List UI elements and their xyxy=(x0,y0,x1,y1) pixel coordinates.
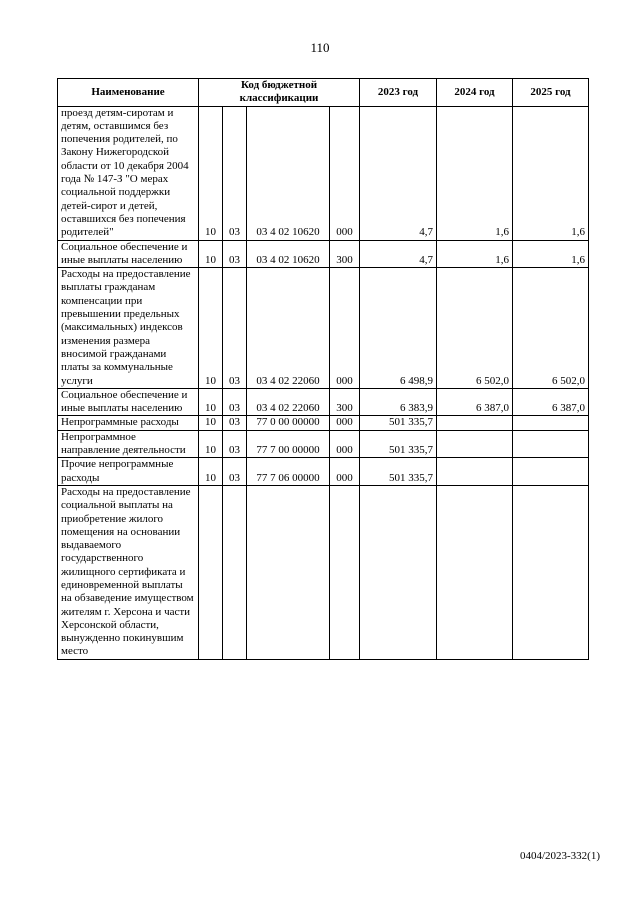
row-2025 xyxy=(513,458,589,486)
row-csr: 77 7 00 00000 xyxy=(247,430,330,458)
row-2025: 1,6 xyxy=(513,240,589,268)
row-vr: 000 xyxy=(330,458,360,486)
row-vr: 000 xyxy=(330,106,360,240)
row-pr: 03 xyxy=(223,268,247,389)
row-2023: 501 335,7 xyxy=(360,416,437,430)
row-2024 xyxy=(437,458,513,486)
row-rz: 10 xyxy=(199,240,223,268)
row-rz: 10 xyxy=(199,268,223,389)
row-rz: 10 xyxy=(199,458,223,486)
page-number: 110 xyxy=(310,40,330,55)
row-2025: 6 502,0 xyxy=(513,268,589,389)
header-code: Код бюджетной классификации xyxy=(199,79,360,107)
row-vr: 000 xyxy=(330,430,360,458)
row-vr: 300 xyxy=(330,240,360,268)
row-rz: 10 xyxy=(199,430,223,458)
row-2025: 6 387,0 xyxy=(513,388,589,416)
row-csr xyxy=(247,485,330,659)
row-2023: 4,7 xyxy=(360,240,437,268)
row-2024: 6 387,0 xyxy=(437,388,513,416)
row-2023: 501 335,7 xyxy=(360,430,437,458)
row-name: Социальное обеспечение и иные выплаты населению xyxy=(58,240,199,268)
row-2024 xyxy=(437,430,513,458)
row-2024: 1,6 xyxy=(437,240,513,268)
row-2024: 6 502,0 xyxy=(437,268,513,389)
row-pr: 03 xyxy=(223,458,247,486)
row-rz xyxy=(199,485,223,659)
row-2025 xyxy=(513,485,589,659)
table-row xyxy=(58,388,589,416)
row-2023: 4,7 xyxy=(360,106,437,240)
budget-table xyxy=(57,78,589,660)
row-name: Расходы на предоставление выплаты гражданам компенсации при превышении предельных (максимальных) индексов изменения размера вносимой гражданами платы за коммунальные услуги xyxy=(58,268,199,389)
row-pr: 03 xyxy=(223,388,247,416)
row-2025 xyxy=(513,430,589,458)
header-row xyxy=(58,79,589,107)
table-row xyxy=(58,485,589,659)
row-pr: 03 xyxy=(223,430,247,458)
table-row xyxy=(58,268,589,389)
row-rz: 10 xyxy=(199,106,223,240)
row-vr: 300 xyxy=(330,388,360,416)
row-vr: 000 xyxy=(330,268,360,389)
row-2024: 1,6 xyxy=(437,106,513,240)
row-vr: 000 xyxy=(330,416,360,430)
table-row xyxy=(58,240,589,268)
row-2023: 501 335,7 xyxy=(360,458,437,486)
row-pr xyxy=(223,485,247,659)
header-2025: 2025 год xyxy=(513,79,589,107)
row-name: проезд детям-сиротам и детям, оставшимся без попечения родителей, по Закону Нижегородской области от 10 декабря 2004 года № 147-З "О мерах социальной поддержки детей-сирот и детей, оставшихся без попечения родителей" xyxy=(58,106,199,240)
row-csr: 77 0 00 00000 xyxy=(247,416,330,430)
row-pr: 03 xyxy=(223,106,247,240)
row-csr: 03 4 02 10620 xyxy=(247,106,330,240)
row-name: Расходы на предоставление социальной выплаты на приобретение жилого помещения на основании выдаваемого государственного жилищного сертификата и единовременной выплаты на обзаведение имуществом жителям г. Херсона и части Херсонской области, вынужденно покинувшим место xyxy=(58,485,199,659)
table-row xyxy=(58,430,589,458)
row-2024 xyxy=(437,416,513,430)
row-csr: 77 7 06 00000 xyxy=(247,458,330,486)
row-name: Прочие непрограммные расходы xyxy=(58,458,199,486)
row-csr: 03 4 02 22060 xyxy=(247,268,330,389)
row-2025: 1,6 xyxy=(513,106,589,240)
row-name: Непрограммные расходы xyxy=(58,416,199,430)
row-2024 xyxy=(437,485,513,659)
row-name: Непрограммное направление деятельности xyxy=(58,430,199,458)
header-2023: 2023 год xyxy=(360,79,437,107)
row-2023: 6 498,9 xyxy=(360,268,437,389)
row-csr: 03 4 02 22060 xyxy=(247,388,330,416)
table-row xyxy=(58,416,589,430)
table-row xyxy=(58,106,589,240)
row-csr: 03 4 02 10620 xyxy=(247,240,330,268)
row-pr: 03 xyxy=(223,240,247,268)
header-2024: 2024 год xyxy=(437,79,513,107)
row-rz: 10 xyxy=(199,416,223,430)
row-pr: 03 xyxy=(223,416,247,430)
row-vr xyxy=(330,485,360,659)
row-2023 xyxy=(360,485,437,659)
document-code: 0404/2023-332(1) xyxy=(519,850,600,862)
row-2023: 6 383,9 xyxy=(360,388,437,416)
row-name: Социальное обеспечение и иные выплаты населению xyxy=(58,388,199,416)
table-row xyxy=(58,458,589,486)
row-rz: 10 xyxy=(199,388,223,416)
header-name: Наименование xyxy=(58,79,199,107)
row-2025 xyxy=(513,416,589,430)
